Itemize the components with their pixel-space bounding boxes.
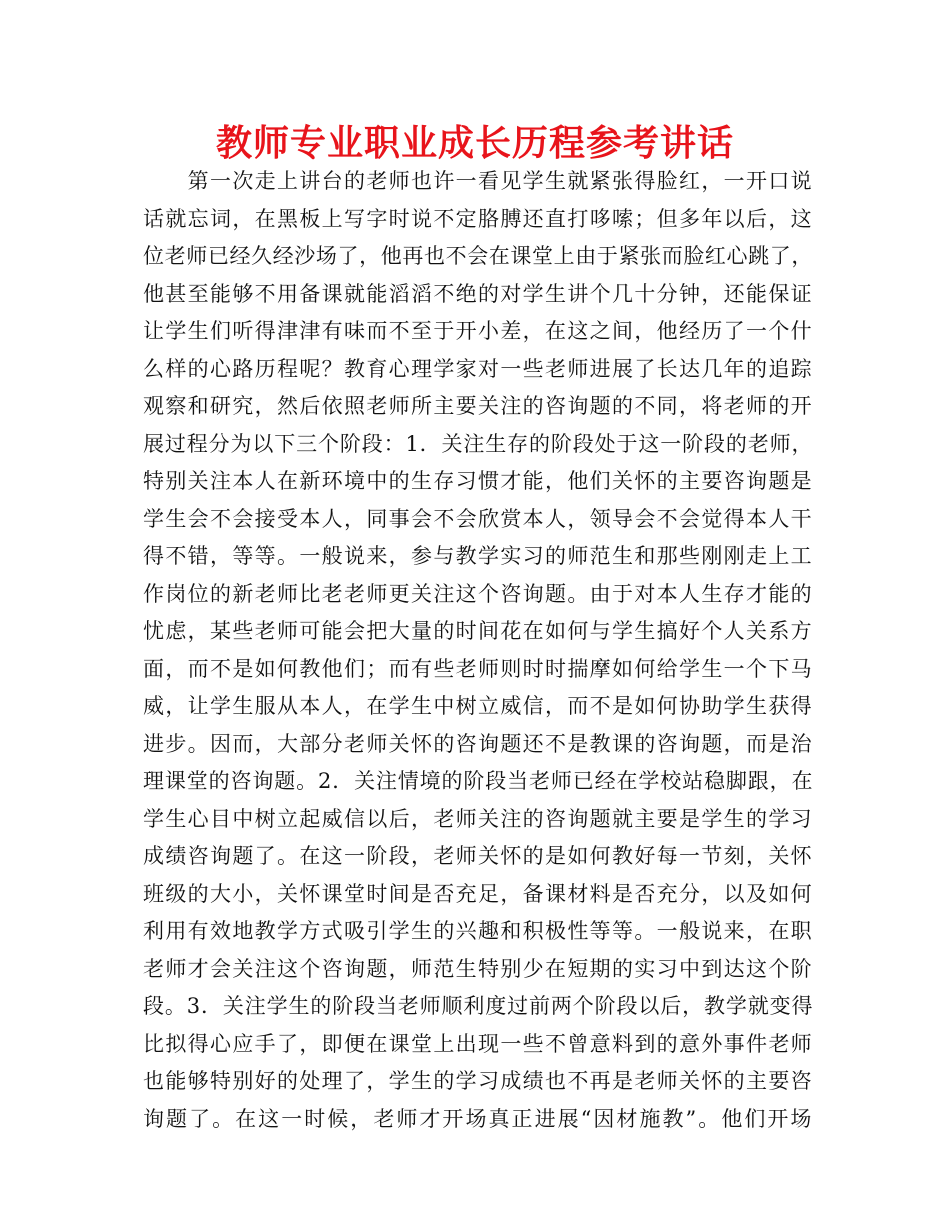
body-line: 学生心目中树立起威信以后，老师关注的咨询题就主要是学生的学习 [143,806,813,831]
body-line: 话就忘词，在黑板上写字时说不定胳膊还直打哆嗦；但多年以后，这 [143,206,813,231]
body-line: 段。3．关注学生的阶段当老师顺利度过前两个阶段以后，教学就变得 [143,994,814,1018]
body-line: 特别关注本人在新环境中的生存习惯才能，他们关怀的主要咨询题是 [143,469,813,493]
body-line: 得不错，等等。一般说来，参与教学实习的师范生和那些刚刚走上工 [143,544,813,568]
body-line: 他甚至能够不用备课就能滔滔不绝的对学生讲个几十分钟，还能保证 [143,281,813,306]
body-line: 威，让学生服从本人，在学生中树立威信，而不是如何协助学生获得 [143,694,813,718]
body-line: 位老师已经久经沙场了，他再也不会在课堂上由于紧张而脸红心跳了， [143,244,813,268]
body-line: 第一次走上讲台的老师也许一看见学生就紧张得脸红，一开口说 [143,169,813,193]
body-line: 面，而不是如何教他们；而有些老师则时时揣摩如何给学生一个下马 [143,656,813,681]
body-line: 理课堂的咨询题。2．关注情境的阶段当老师已经在学校站稳脚跟，在 [143,769,814,793]
body-line: 让学生们听得津津有味而不至于开小差，在这之间，他经历了一个什 [143,319,813,343]
body-line: 成绩咨询题了。在这一阶段，老师关怀的是如何教好每一节刻，关怀 [143,844,813,868]
body-line: 展过程分为以下三个阶段：1．关注生存的阶段处于这一阶段的老师， [143,431,814,456]
body-line: 也能够特别好的处理了，学生的学习成绩也不再是老师关怀的主要咨 [143,1069,813,1093]
body-line: 老师才会关注这个咨询题，师范生特别少在短期的实习中到达这个阶 [143,956,813,981]
body-line: 询题了。在这一时候，老师才开场真正进展“因材施教”。他们开场 [143,1106,814,1131]
body-line: 观察和研究，然后依照老师所主要关注的咨询题的不同，将老师的开 [143,394,813,418]
document-body [143,163,813,1138]
body-line: 忧虑，某些老师可能会把大量的时间花在如何与学生搞好个人关系方 [143,619,813,643]
body-line: 学生会不会接受本人，同事会不会欣赏本人，领导会不会觉得本人干 [143,506,813,531]
document-title: 教师专业职业成长历程参考讲话 [215,123,734,164]
body-line: 进步。因而，大部分老师关怀的咨询题还不是教课的咨询题，而是治 [143,731,813,756]
body-line: 比拟得心应手了，即便在课堂上出现一些不曾意料到的意外事件老师 [143,1031,813,1056]
body-line: 么样的心路历程呢？教育心理学家对一些老师进展了长达几年的追踪 [143,356,813,381]
body-line: 班级的大小，关怀课堂时间是否充足，备课材料是否充分，以及如何 [143,881,813,906]
body-line: 利用有效地教学方式吸引学生的兴趣和积极性等等。一般说来，在职 [143,919,813,943]
body-line: 作岗位的新老师比老老师更关注这个咨询题。由于对本人生存才能的 [143,581,813,606]
